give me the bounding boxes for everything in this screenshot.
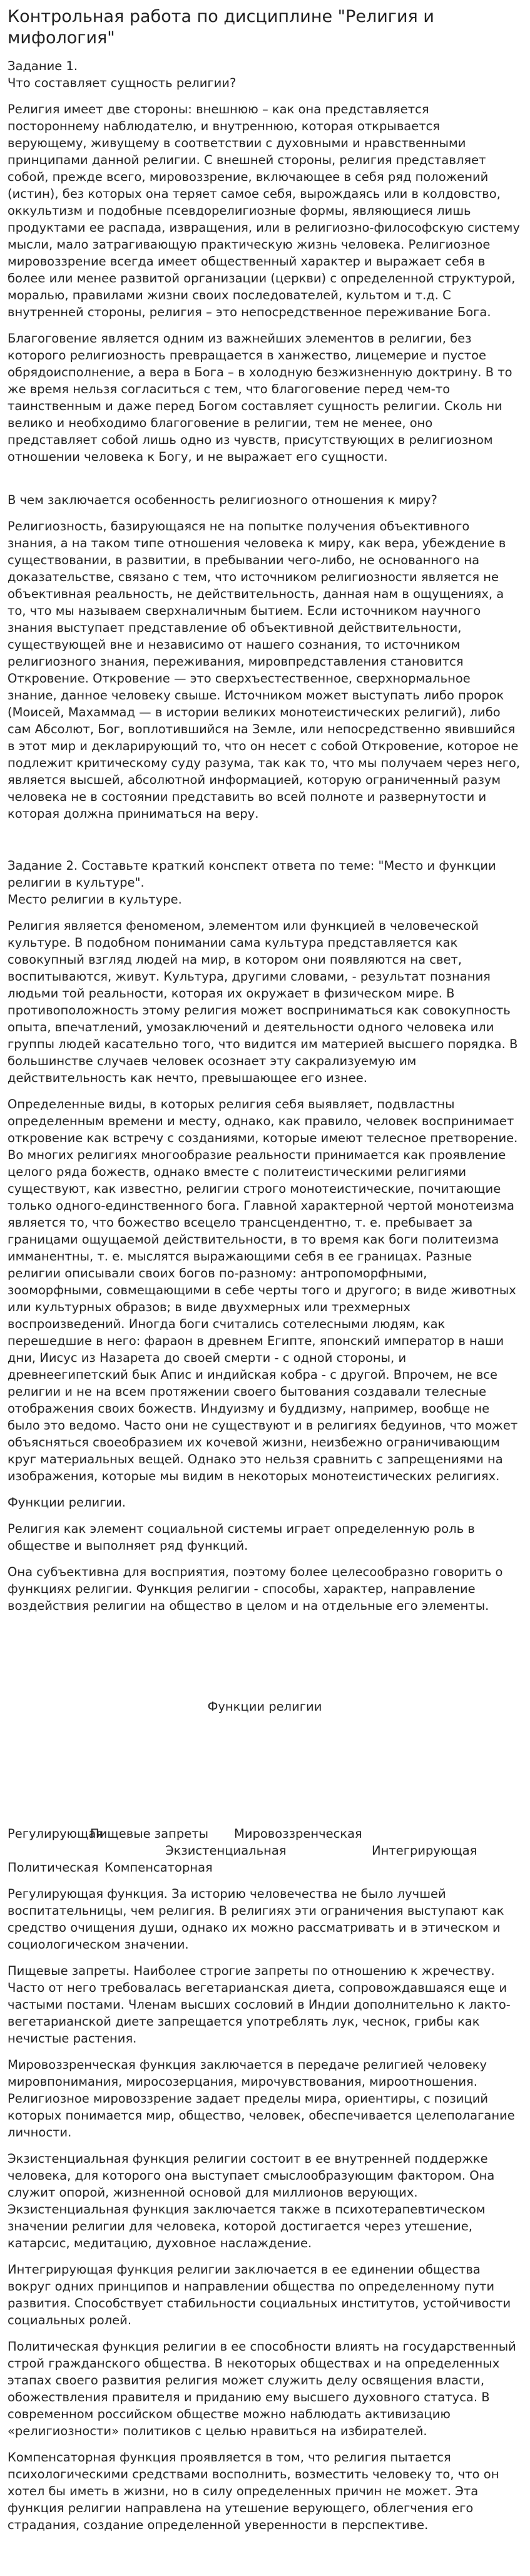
paragraph: Благоговение является одним из важнейших элементов в религии, без которого религиозность превращается в ханжество, лицемерие и пустое обрядоисполнение, а вера в Бога – в холодную безжизненную доктрину. В то же время нельзя согласиться с тем, что благоговение перед чем-то таинственным и даже перед Богом составляет сущность религии. Сколь ни велико и необходимо благоговение в религии, тем не менее, оно представляет собой лишь одно из чувств, присутствующих в религиозном отношении человека к Богу, и не выражает его сущности. xyxy=(8,331,512,464)
functions-scheme-row xyxy=(8,1859,522,1876)
question-religious-attitude: В чем заключается особенность религиозного отношения к миру? xyxy=(8,493,437,507)
scheme-item-political: Политическая xyxy=(8,1860,99,1875)
scheme-title: Функции религии xyxy=(207,1699,322,1714)
functions-scheme-row xyxy=(8,1842,522,1859)
scheme-item-regulating: Регулирующая xyxy=(8,1826,104,1841)
functions-scheme-row xyxy=(8,1825,522,1842)
paragraph: Экзистенциальная функция религии состоит в ее внутренней поддержке человека, для которого она выступает смыслообразующим фактором. Она служит опорой, жизненной основой для миллионов верующих. Экзистенциальная функция заключается также в психотерапевтическом значении религии для человека, которой достигается через утешение, катарсис, медитацию, духовное наслаждение. xyxy=(8,2151,495,2250)
section-heading: Место религии в культуре. xyxy=(8,892,182,907)
paragraph: Интегрирующая функция религии заключается в ее единении общества вокруг одних принципов и направлении общества по определенному пути развития. Способствует стабильности социальных институтов, устойчивости социальных ролей. xyxy=(8,2262,511,2327)
paragraph: Она субъективна для восприятия, поэтому более целесообразно говорить о функциях религии. Функция религии - способы, характер, направление воздействия религии на общество в целом и на отдельные его элементы. xyxy=(8,1565,503,1613)
scheme-item-existential: Экзистенциальная xyxy=(165,1843,287,1858)
paragraph: Религия является феноменом, элементом или функцией в человеческой культуре. В подобном понимании сама культура представляется как совокупный взгляд людей на мир, в котором они появляются на свет, воспитываются, живут. Культура, другими словами, - результат познания людьми той реальности, которая их окружает в физическом мире. В противоположность этому религия может восприниматься как совокупность опыта, впечатлений, умозаключений и деятельности одного человека или группы людей касательно того, что видится им материей высшего порядка. В большинстве случаев человек осознает эту сакрализуемую им действительность как нечто, превышающее его изнее. xyxy=(8,919,518,1085)
scheme-item-food-bans: Пищевые запреты xyxy=(90,1826,208,1841)
task2-heading: Задание 2. Составьте краткий конспект ответа по теме: "Место и функции религии в культуре". xyxy=(8,858,496,890)
paragraph: Религия как элемент социальной системы играет определенную роль в обществе и выполняет ряд функций. xyxy=(8,1522,475,1553)
question-essence: Что составляет сущность религии? xyxy=(8,76,237,90)
paragraph: Определенные виды, в которых религия себя выявляет, подвластны определенным времени и месту, однако, как правило, человек воспринимает откровение как встречу с созданиями, которые имеют телесное претворение. Во многих религиях многообразие реальности принимается как проявление целого ряда божеств, однако вместе с политеистическими религиями существуют, как известно, религии строго монотеистические, почитающие только одного-единственного бога. Главной характерной чертой монотеизма является то, что божество всецело трансцендентно, т. е. пребывает за границами ощущаемой действительности, в то время как боги политеизма имманентны, т. е. мыслятся выражающими себя в ее границах. Разные религии описывали своих богов по-разному: антропоморфными, зооморфными, совмещающими в себе черты того и другого; в виде животных или культурных образов; в виде двухмерных или трехмерных воспроизведений. Иногда боги считались сотелесными людям, как перешедшие в него: фараон в древнем Египте, японский император в наши дни, Иисус из Назарета до своей смерти - с одной стороны, и древнеегипетский бык Апис и индийская кобра - с другой. Впрочем, не все религии и не на всем протяжении своего бытования создавали телесные отображения своих божеств. Индуизму и буддизму, например, вообще не было это ведомо. Часто они не существуют и в религиях бедуинов, что может объясняться своеобразием их кочевой жизни, неизбежно ограничивающим круг материальных вещей. Однако это нельзя сравнить с запрещениями на изображения, которые мы видим в некоторых монотеистических религиях. xyxy=(8,1097,518,1483)
scheme-item-compensatory: Компенсаторная xyxy=(104,1860,213,1875)
section-heading: Функции религии. xyxy=(8,1495,126,1510)
paragraph: Политическая функция религии в ее способности влиять на государственный строй гражданского общества. В некоторых обществах и на определенных этапах своего развития религия может служить делу освящения власти, обожествления правителя и приданию ему высшего духовного статуса. В современном российском обществе можно наблюдать активизацию «религиозности» политиков с целью нравиться на избирателей. xyxy=(8,2339,516,2438)
paragraph: Регулирующая функция. За историю человечества не было лучшей воспитательницы, чем религия. В религиях эти ограничения выступают как средство очищения души, однако их можно рассматривать и в этическом и социологическом значении. xyxy=(8,1887,504,1952)
scheme-item-worldview: Мировоззренческая xyxy=(234,1826,362,1841)
page-title: Контрольная работа по дисциплине "Религия и мифология" xyxy=(8,7,434,48)
paragraph: Религиозность, базирующаяся не на попытке получения объективного знания, а на таком типе отношения человека к миру, как вера, убеждение в существовании, в развитии, в пребывании чего-либо, не основанного на доказательстве, связано с тем, что источником религиозности является не объективная реальность, не действительность, данная нам в ощущениях, а то, что мы называем сверхналичным бытием. Если источником научного знания выступает представление об объективной действительности, существующей вне и независимо от нашего сознания, то источником религиозного знания, переживания, мировпредставления становится Откровение. Откровение — это сверхъестественное, сверхнормальное знание, данное человеку свыше. Источником может выступать либо пророк (Моисей, Махаммад — в истории великих монотеистических религий), либо сам Абсолют, Бог, воплотившийся на Земле, или непосредственно явившийся в этот мир и декларирующий то, что он несет с собой Откровение, которое не подлежит критическому суду разума, так как то, что мы получаем через него, является высшей, абсолютной информацией, которую ограниченный разум человека не в состоянии представить во всей полноте и развернутости и которая должна приниматься на веру. xyxy=(8,519,521,821)
scheme-item-integrating: Интегрирующая xyxy=(372,1843,477,1858)
paragraph: Компенсаторная функция проявляется в том, что религия пытается психологическими средствами восполнить, возместить человеку то, что он хотел бы иметь в жизни, но в силу определенных причин не может. Эта функция религии направлена на утешение верующего, облегчения его страдания, создание определенной уверенности в перспективе. xyxy=(8,2450,499,2532)
task1-heading: Задание 1. xyxy=(8,59,78,73)
paragraph: Религия имеет две стороны: внешнюю – как она представляется постороннему наблюдателю, и внутреннюю, которая открывается верующему, живущему в соответствии с духовными и нравственными принципами данной религии. С внешней стороны, религия представляет собой, прежде всего, мировоззрение, включающее в себя ряд положений (истин), без которых она теряет самое себя, вырождаясь или в колдовство, оккультизм и подобные псевдорелигиозные формы, являющиеся лишь продуктами ее распада, извращения, или в религиозно-философскую систему мысли, мало затрагивающую практическую жизнь человека. Религиозное мировоззрение всегда имеет общественный характер и выражает себя в более или менее развитой организации (церкви) с определенной структурой, моралью, правилами жизни своих последователей, культом и т.д. С внутренней стороны, религия – это непосредственное переживание Бога. xyxy=(8,102,520,319)
paragraph: Мировоззренческая функция заключается в передаче религией человеку мировпонимания, миросозерцания, мирочувствования, мироотношения. Религиозное мировоззрение задает пределы мира, ориентиры, с позиций которых понимается мир, общество, человек, обеспечивается целеполагание личности. xyxy=(8,2058,515,2140)
paragraph: Пищевые запреты. Наиболее строгие запреты по отношению к жречеству. Часто от него требовалась вегетарианская диета, сопровождавшаяся еще и частыми постами. Членам высших сословий в Индии дополнительно к лакто-вегетарианской диете запрещается употреблять лук, чеснок, грибы как нечистые растения. xyxy=(8,1964,511,2046)
